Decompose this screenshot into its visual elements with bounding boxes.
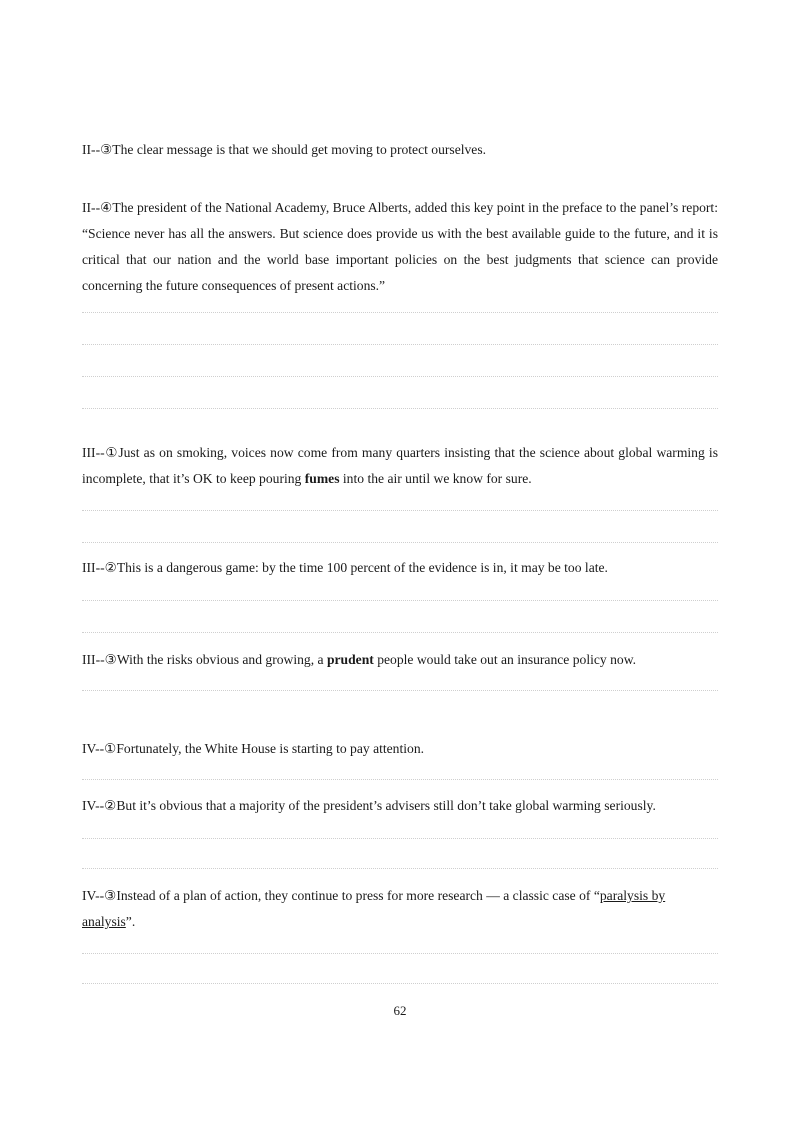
paragraph-text: IV--③Instead of a plan of action, they continue to press for more research — a classic case of “ (82, 888, 600, 903)
blank-answer-line (82, 344, 718, 345)
paragraph-text: ”. (125, 914, 136, 929)
paragraph-iii-2: III--②This is a dangerous game: by the time 100 percent of the evidence is in, it may be too late. (82, 560, 608, 575)
keyword-bold: prudent (326, 652, 374, 667)
blank-answer-line (82, 983, 718, 984)
paragraph-text: III--③With the risks obvious and growing, a (82, 652, 327, 667)
blank-answer-line (82, 542, 718, 543)
paragraph-iv-1: IV--①Fortunately, the White House is starting to pay attention. (82, 741, 425, 756)
page-number: 62 (393, 1003, 407, 1018)
blank-answer-line (82, 376, 718, 377)
paragraph-ii-4: II--④The president of the National Academy, Bruce Alberts, added this key point in the preface to the panel’s report: “Science never has all the answers. But science does provide us with the best available guide to the future, and it is critical that our nation and the world base important policies on the best judgments that science can provide concerning the future consequences of present actions.” (82, 200, 718, 293)
paragraph-ii-3: II--③The clear message is that we should get moving to protect ourselves. (82, 142, 487, 157)
paragraph-text: into the air until we know for sure. (339, 471, 532, 486)
blank-answer-line (82, 953, 718, 954)
paragraph-iv-2: IV--②But it’s obvious that a majority of the president’s advisers still don’t take global warming seriously. (82, 798, 656, 813)
underlined-phrase: paralysis by analysis (82, 888, 666, 929)
paragraph-iii-1 (82, 440, 718, 492)
paragraph-iv-3 (82, 883, 718, 935)
paragraph-iii-3 (82, 647, 718, 673)
blank-answer-line (82, 408, 718, 409)
keyword-bold: fumes (304, 471, 340, 486)
paragraph-text: III--①Just as on smoking, voices now come from many quarters insisting that the science about global warming is incomplete, that it’s OK to keep pouring (82, 445, 718, 486)
blank-answer-line (82, 868, 718, 869)
blank-answer-line (82, 312, 718, 313)
blank-answer-line (82, 690, 718, 691)
blank-answer-line (82, 779, 718, 780)
blank-answer-line (82, 838, 718, 839)
paragraph-text: people would take out an insurance policy now. (373, 652, 637, 667)
blank-answer-line (82, 600, 718, 601)
blank-answer-line (82, 632, 718, 633)
blank-answer-line (82, 510, 718, 511)
